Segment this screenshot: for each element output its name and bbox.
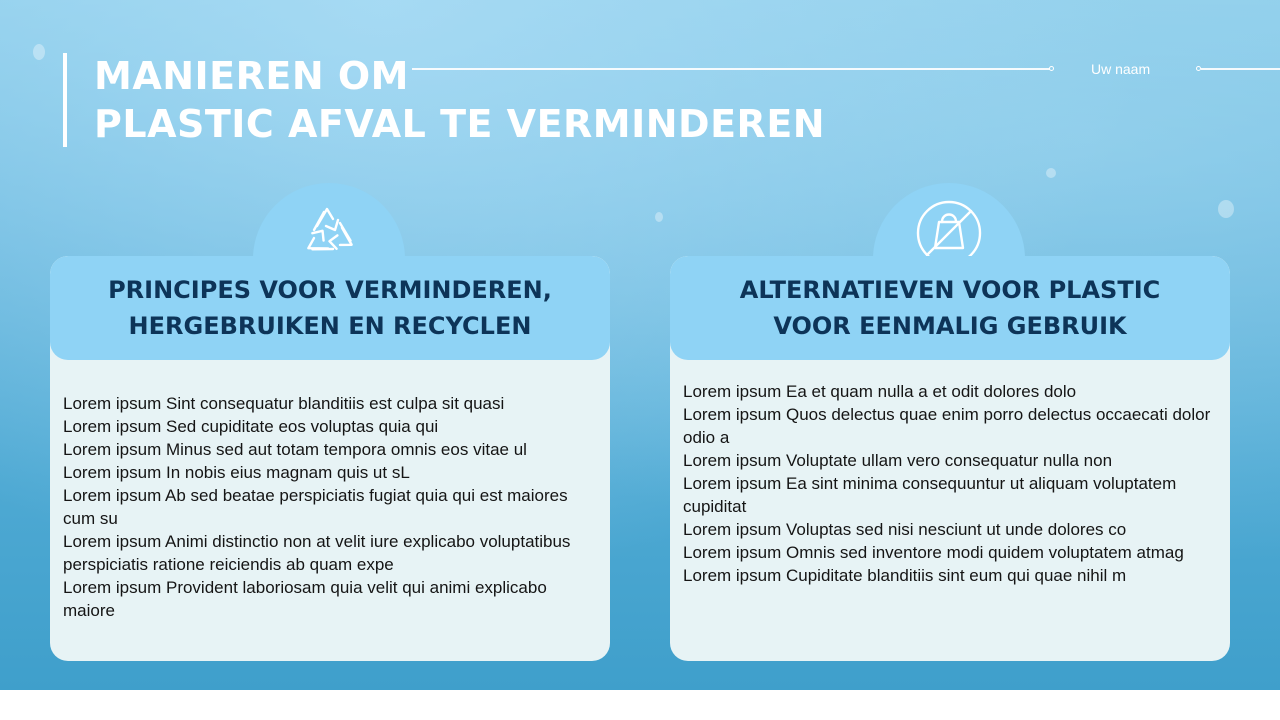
- card-heading-line: HERGEBRUIKEN EN RECYCLEN: [128, 312, 532, 340]
- card-heading-line: VOOR EENMALIG GEBRUIK: [773, 312, 1127, 340]
- rule-end-dot: [1049, 66, 1054, 71]
- bubble-decoration: [1046, 168, 1056, 178]
- list-item: Lorem ipsum Voluptate ullam vero consequatur nulla non: [683, 451, 1113, 470]
- title-rule: [412, 68, 1050, 70]
- card-heading-line: ALTERNATIEVEN VOOR PLASTIC: [739, 276, 1161, 304]
- list-item: Lorem ipsum In nobis eius magnam quis ut sL: [63, 463, 410, 482]
- list-item: Lorem ipsum Ea sint minima consequuntur ut aliquam voluptatem cupiditat: [683, 474, 1177, 516]
- list-item: Lorem ipsum Voluptas sed nisi nesciunt ut unde dolores co: [683, 520, 1127, 539]
- title-accent-bar: [63, 53, 67, 147]
- bubble-decoration: [33, 44, 45, 60]
- card-heading: [670, 256, 1230, 360]
- card-heading-line: PRINCIPES VOOR VERMINDEREN,: [108, 276, 552, 304]
- card-body: [63, 392, 596, 622]
- list-item: Lorem ipsum Minus sed aut totam tempora omnis eos vitae ul: [63, 440, 527, 459]
- list-item: Lorem ipsum Ea et quam nulla a et odit dolores dolo: [683, 382, 1077, 401]
- author-rule: [1201, 68, 1280, 70]
- list-item: Lorem ipsum Sed cupiditate eos voluptas quia qui: [63, 417, 439, 436]
- list-item: Lorem ipsum Provident laboriosam quia velit qui animi explicabo maiore: [63, 578, 547, 620]
- title-line: MANIEREN OM: [94, 54, 409, 98]
- bubble-decoration: [1218, 200, 1234, 218]
- card-reduce-reuse-recycle: [50, 256, 610, 661]
- card-body: [683, 380, 1216, 587]
- bubble-decoration: [655, 212, 663, 222]
- title-line: PLASTIC AFVAL TE VERMINDEREN: [94, 102, 826, 146]
- list-item: Lorem ipsum Sint consequatur blanditiis est culpa sit quasi: [63, 394, 505, 413]
- card-single-use-alternatives: [670, 256, 1230, 661]
- list-item: Lorem ipsum Ab sed beatae perspiciatis fugiat quia qui est maiores cum su: [63, 486, 568, 528]
- card-heading: [50, 256, 610, 360]
- list-item: Lorem ipsum Cupiditate blanditiis sint eum qui quae nihil m: [683, 566, 1127, 585]
- list-item: Lorem ipsum Omnis sed inventore modi quidem voluptatem atmag: [683, 543, 1184, 562]
- slide-title: [94, 52, 825, 148]
- list-item: Lorem ipsum Quos delectus quae enim porro delectus occaecati dolor odio a: [683, 405, 1211, 447]
- list-item: Lorem ipsum Animi distinctio non at velit iure explicabo voluptatibus perspiciatis ratione reiciendis ab quam expe: [63, 532, 571, 574]
- author-name: Uw naam: [1091, 61, 1151, 77]
